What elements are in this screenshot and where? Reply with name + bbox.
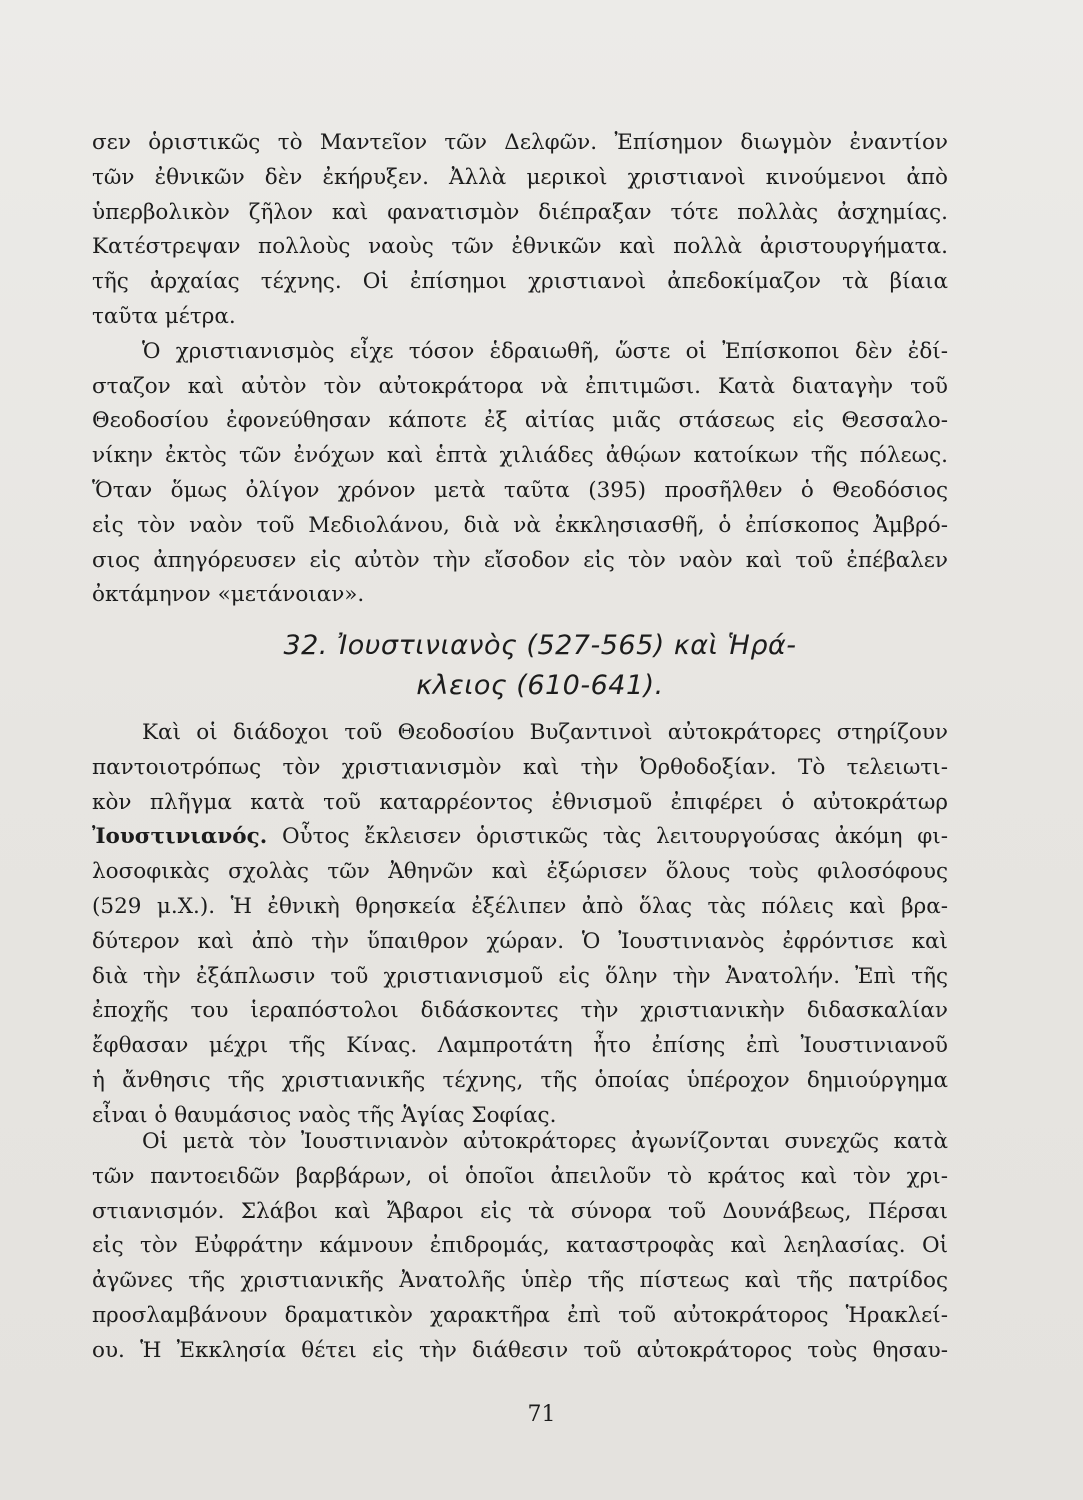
paragraph-block-top — [92, 126, 948, 613]
text-line: ἡ ἄνθησις τῆς χριστιανικῆς τέχνης, τῆς ὁποίας ὑπέροχον δημιούργημα — [92, 1067, 948, 1093]
text-line: ὀκτάμηνον «μετάνοιαν». — [92, 582, 365, 608]
text-line: ἔφθασαν μέχρι τῆς Κίνας. Λαμπροτάτη ἦτο ἐπίσης ἐπὶ Ἰουστινιανοῦ — [92, 1033, 948, 1059]
text-line: ὑπερβολικὸν ζῆλον καὶ φανατισμὸν διέπραξαν τότε πολλὰς ἀσχημίας. — [92, 199, 948, 225]
text-line: νίκην ἐκτὸς τῶν ἐνόχων καὶ ἑπτὰ χιλιάδες ἀθῴων κατοίκων τῆς πόλεως. — [92, 443, 948, 469]
section-heading-line: 32. Ἰουστινιανὸς (527-565) καὶ Ἡρά- — [283, 630, 797, 661]
bold-name: Ἰουστινιανός. — [92, 824, 268, 850]
text-line: (529 μ.Χ.). Ἡ ἐθνικὴ θρησκεία ἐξέλιπεν ἀπὸ ὅλας τὰς πόλεις καὶ βρα- — [92, 893, 948, 919]
text-line: δύτερον καὶ ἀπὸ τὴν ὕπαιθρον χώραν. Ὁ Ἰουστινιανὸς ἐφρόντισε καὶ — [92, 928, 948, 954]
text-line: διὰ τὴν ἐξάπλωσιν τοῦ χριστιανισμοῦ εἰς ὅλην τὴν Ἀνατολήν. Ἐπὶ τῆς — [92, 963, 948, 989]
text-line: Θεοδοσίου ἐφονεύθησαν κάποτε ἐξ αἰτίας μιᾶς στάσεως εἰς Θεσσαλο- — [92, 408, 948, 434]
text-run: Οὗτος ἔκλεισεν ὁριστικῶς τὰς λειτουργούσας ἀκόμη φι- — [267, 824, 948, 850]
text-line: στιανισμόν. Σλάβοι καὶ Ἄβαροι εἰς τὰ σύνορα τοῦ Δουνάβεως, Πέρσαι — [92, 1198, 948, 1224]
text-line — [92, 820, 948, 855]
paragraph-block-middle — [92, 716, 948, 1134]
text-line: Ὅταν ὅμως ὀλίγον χρόνον μετὰ ταῦτα (395) προσῆλθεν ὁ Θεοδόσιος — [92, 477, 948, 503]
text-line: Ὁ χριστιανισμὸς εἶχε τόσον ἑδραιωθῆ, ὥστε οἱ Ἐπίσκοποι δὲν ἐδί- — [142, 338, 948, 364]
text-line: Καὶ οἱ διάδοχοι τοῦ Θεοδοσίου Βυζαντινοὶ αὐτοκράτορες στηρίζουν — [142, 720, 948, 745]
text-line: εἶναι ὁ θαυμάσιος ναὸς τῆς Ἁγίας Σοφίας. — [92, 1102, 557, 1128]
text-line: τῶν ἐθνικῶν δὲν ἐκήρυξεν. Ἀλλὰ μερικοὶ χριστιανοὶ κινούμενοι ἀπὸ — [92, 164, 948, 190]
section-heading-line: κλειος (610-641). — [416, 670, 664, 701]
text-line: Οἱ μετὰ τὸν Ἰουστινιανὸν αὐτοκράτορες ἀγωνίζονται συνεχῶς κατὰ — [142, 1129, 948, 1154]
text-line: σταζον καὶ αὐτὸν τὸν αὐτοκράτορα νὰ ἐπιτιμῶσι. Κατὰ διαταγὴν τοῦ — [92, 373, 948, 399]
text-line: προσλαμβάνουν δραματικὸν χαρακτῆρα ἐπὶ τοῦ αὐτοκράτορος Ἡρακλεί- — [92, 1302, 948, 1328]
text-line: σεν ὁριστικῶς τὸ Μαντεῖον τῶν Δελφῶν. Ἐπίσημον διωγμὸν ἐναντίον — [92, 130, 948, 155]
paragraph-block-bottom — [92, 1125, 948, 1369]
text-line: ἐποχῆς του ἱεραπόστολοι διδάσκοντες τὴν χριστιανικὴν διδασκαλίαν — [92, 998, 948, 1024]
text-line: τῆς ἀρχαίας τέχνης. Οἱ ἐπίσημοι χριστιανοὶ ἀπεδοκίμαζον τὰ βίαια — [92, 269, 948, 295]
text-line: εἰς τὸν Εὐφράτην κάμνουν ἐπιδρομάς, καταστροφὰς καὶ λεηλασίας. Οἱ — [92, 1233, 948, 1259]
section-heading — [92, 626, 988, 706]
text-line: τῶν παντοειδῶν βαρβάρων, οἱ ὁποῖοι ἀπειλοῦν τὸ κράτος καὶ τὸν χρι- — [92, 1163, 948, 1189]
text-line: ἀγῶνες τῆς χριστιανικῆς Ἀνατολῆς ὑπὲρ τῆς πίστεως καὶ τῆς πατρίδος — [92, 1268, 948, 1294]
text-line: εἰς τὸν ναὸν τοῦ Μεδιολάνου, διὰ νὰ ἐκκλησιασθῆ, ὁ ἐπίσκοπος Ἀμβρό- — [92, 512, 948, 538]
text-line: ταῦτα μέτρα. — [92, 303, 236, 329]
text-line: λοσοφικὰς σχολὰς τῶν Ἀθηνῶν καὶ ἐξώρισεν ὅλους τοὺς φιλοσόφους — [92, 859, 948, 885]
page-number: 71 — [527, 1402, 556, 1427]
text-line: ου. Ἡ Ἐκκλησία θέτει εἰς τὴν διάθεσιν τοῦ αὐτοκράτορος τοὺς θησαυ- — [92, 1337, 948, 1363]
text-line: κὸν πλῆγμα κατὰ τοῦ καταρρέοντος ἐθνισμοῦ ἐπιφέρει ὁ αὐτοκράτωρ — [92, 789, 948, 815]
text-line: Κατέστρεψαν πολλοὺς ναοὺς τῶν ἐθνικῶν καὶ πολλὰ ἀριστουργήματα. — [92, 234, 948, 260]
text-line: σιος ἀπηγόρευσεν εἰς αὐτὸν τὴν εἴσοδον εἰς τὸν ναὸν καὶ τοῦ ἐπέβαλεν — [92, 547, 948, 573]
text-line: παντοιοτρόπως τὸν χριστιανισμὸν καὶ τὴν Ὀρθοδοξίαν. Τὸ τελειωτι- — [92, 754, 948, 780]
